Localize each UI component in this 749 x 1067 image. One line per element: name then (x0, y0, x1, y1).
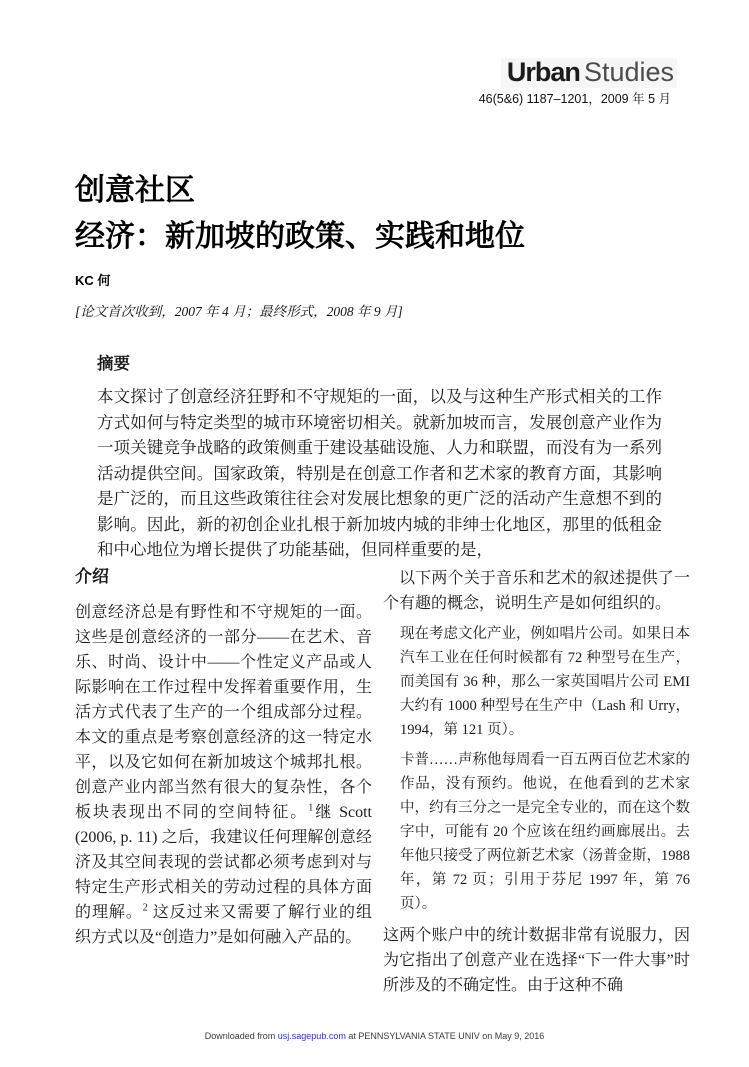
footer-text-suffix: at PENNSYLVANIA STATE UNIV on May 9, 2016 (345, 1031, 545, 1041)
block-quote-2: 卡普……声称他每周看一百五两百位艺术家的作品，没有预约。他说，在他看到的艺术家中，约有三分之一是完全专业的，而在这个数字中，可能有 20 个应该在纽约画廊展出。去年他只接受了两位新艺术家（汤普金斯，1988 年，第 72 页；引用于芬尼 1997 年，第 76 页）。 (400, 752, 690, 912)
intro-heading: 介绍 (75, 567, 109, 586)
journal-logo-urban: Urban (506, 57, 580, 87)
abstract-body: 本文探讨了创意经济狂野和不守规矩的一面，以及与这种生产形式相关的工作方式如何与特定类型的城市环境密切相关。就新加坡而言，发展创意产业作为一项关键竞争战略的政策侧重于建设基础设施、人力和联盟，而没有为一系列活动提供空间。国家政策，特别是在创意工作者和艺术家的教育方面，其影响是广泛的，而且这些政策往往会对发展比想象的更广泛的活动产生意想不到的影响。因此，新的初创企业扎根于新加坡内城的非绅士化地区，那里的低租金和中心地位为增长提供了功能基础，但同样重要的是， (97, 387, 662, 559)
article-title-line2: 经济：新加坡的政策、实践和地位 (75, 220, 525, 253)
footnote-marker-1: 1 (308, 802, 314, 814)
intro-text-3: 这反过来又需要了解行业的组织方式以及“创造力”是如何融入产品的。 (75, 904, 372, 946)
abstract-section (97, 350, 662, 563)
journal-logo-studies: Studies (583, 57, 674, 87)
block-quote-1: 现在考虑文化产业，例如唱片公司。如果日本汽车工业在任何时候都有 72 种型号在生产，而美国有 36 种，那么一家英国唱片公司 EMI 大约有 1000 种型号在生产中（Lash 和 Urry，1994，第 121 页）。 (400, 626, 690, 738)
journal-masthead (479, 58, 677, 107)
intro-paragraph (75, 600, 372, 950)
intro-text-2: 继 Scott (2006, p. 11) 之后，我建议任何理解创意经济及其空间表现的尝试都必须考虑到对与特定生产形式相关的劳动过程的具体方面的理解。 (75, 804, 372, 921)
right-column-paragraph-2: 这两个账户中的统计数据非常有说服力，因为它指出了创意产业在选择“下一件大事”时所涉及的不确定性。由于这种不确 (383, 927, 690, 994)
journal-citation: 46(5&6) 1187–1201，2009 年 5 月 (478, 92, 671, 106)
article-title-block (75, 168, 690, 320)
footnote-marker-2: 2 (142, 902, 148, 914)
download-footer (0, 1031, 749, 1041)
footer-sagepub-link[interactable]: usj.sagepub.com (277, 1031, 346, 1041)
article-title-line1: 创意社区 (75, 174, 195, 207)
column-right (383, 566, 690, 1002)
intro-text-1: 创意经济总是有野性和不守规矩的一面。这些是创意经济的一部分——在艺术、音乐、时尚、设计中——个性定义产品或人际影响在工作过程中发挥着重要作用，生活方式代表了生产的一个组成部分过程。本文的重点是考察创意经济的这一特定水平，以及它如何在新加坡这个城邦扎根。创意产业内部当然有很大的复杂性，各个板块表现出不同的空间特征。 (75, 604, 372, 821)
column-left (75, 566, 372, 1002)
article-author: KC 何 (75, 273, 111, 288)
footer-text-prefix: Downloaded from (204, 1031, 278, 1041)
article-body-columns (75, 566, 690, 1002)
abstract-heading: 摘要 (97, 354, 130, 373)
right-column-paragraph-1: 以下两个关于音乐和艺术的叙述提供了一个有趣的概念，说明生产是如何组织的。 (383, 570, 690, 612)
journal-logo (501, 58, 677, 88)
article-received-dates: [论文首次收到，2007 年 4 月；最终形式，2008 年 9 月] (75, 304, 403, 319)
